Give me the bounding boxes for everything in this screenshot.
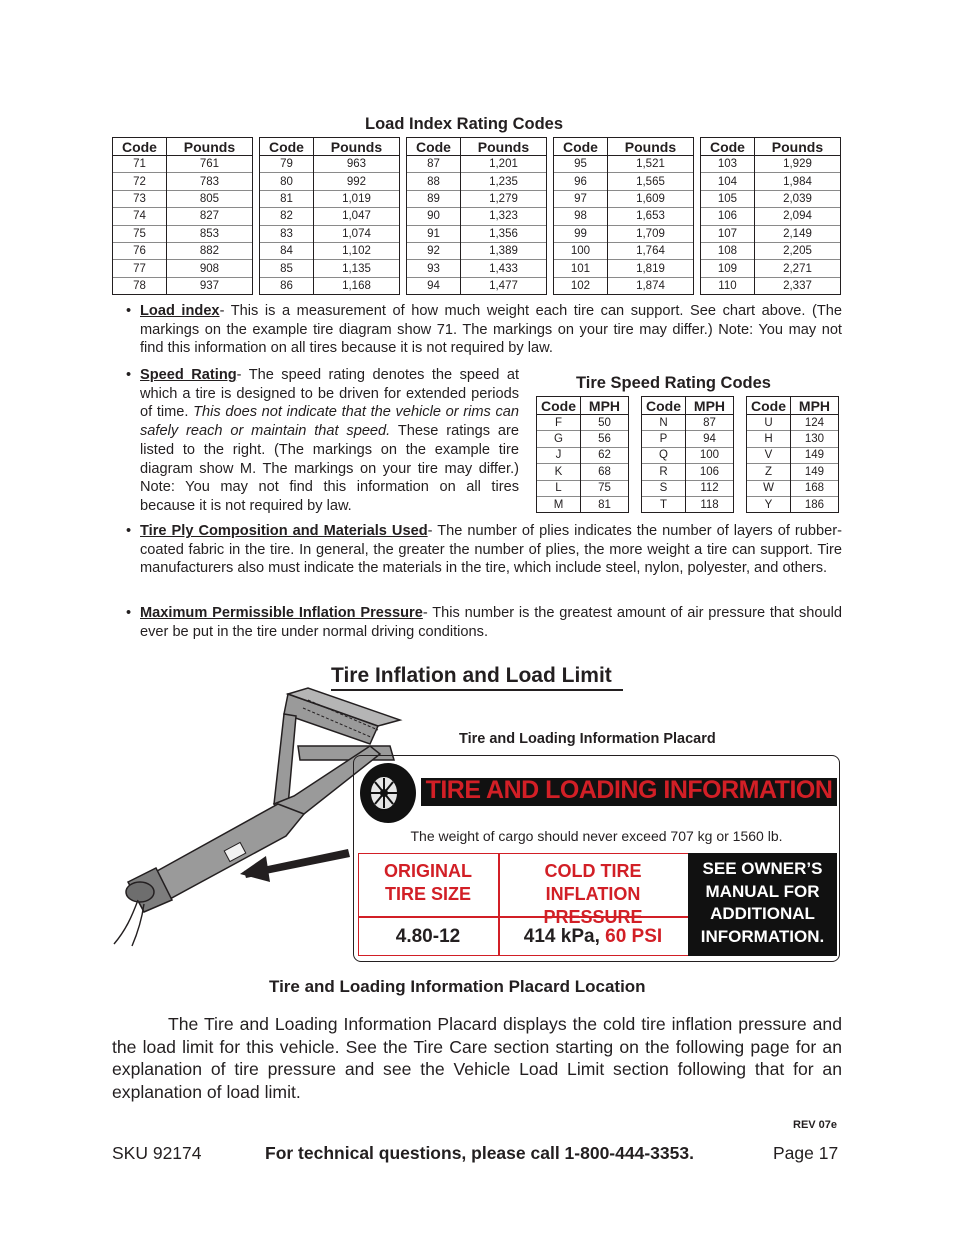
load-index-pounds: 1,653 [607,208,693,225]
load-index-code: 71 [113,156,167,173]
load-index-pounds: 1,521 [607,156,693,173]
load-index-pounds: 1,102 [313,242,399,259]
table-row [537,480,629,496]
table-row [701,156,841,173]
bullet-speed-rating [126,366,520,516]
page-number: Page 17 [773,1143,839,1163]
load-index-code: 110 [701,277,755,294]
speed-code: S [642,480,686,496]
tire-size-value: 4.80-12 [395,926,461,947]
load-index-pounds: 1,235 [460,173,546,190]
load-index-pounds: 783 [166,173,252,190]
speed-mph: 100 [685,447,733,463]
load-index-code: 96 [554,173,608,190]
table-row [260,208,400,225]
table-row [554,277,694,294]
load-index-pounds: 1,074 [313,225,399,242]
load-index-pounds: 2,337 [754,277,840,294]
load-index-code: 77 [113,260,167,277]
table-row [537,431,629,447]
arrow-icon [240,849,350,882]
load-index-title: Load Index Rating Codes [365,115,564,133]
load-index-pounds: 908 [166,260,252,277]
load-index-code: 94 [407,277,461,294]
bullet-text-speed-2: These ratings are listed to the right. (The markings on the example tire diagram show M. The markings on your tire may differ.) Note: You may not find this information on all tires because it is not required by law. [140,423,520,514]
speed-mph: 130 [790,431,838,447]
speed-code: Z [747,464,791,480]
bullet-term-speed: Speed Rating [140,367,237,383]
load-index-code: 83 [260,225,314,242]
speed-mph: 56 [580,431,628,447]
code-header: Code [113,138,167,156]
table-row [260,190,400,207]
pounds-header: Pounds [313,138,399,156]
load-index-code: 80 [260,173,314,190]
load-index-pounds: 853 [166,225,252,242]
section-heading: Tire Inflation and Load Limit [331,664,623,691]
speed-code: T [642,496,686,512]
table-row [701,190,841,207]
speed-code: M [537,496,581,512]
table-row [407,225,547,242]
placard-caption-bottom: Tire and Loading Information Placard Location [269,977,646,996]
load-index-pounds: 2,039 [754,190,840,207]
pounds-header: Pounds [460,138,546,156]
load-index-code: 84 [260,242,314,259]
speed-code: Q [642,447,686,463]
load-index-code: 73 [113,190,167,207]
placard-title: TIRE AND LOADING INFORMATION [425,776,833,804]
table-row [537,464,629,480]
load-index-code: 90 [407,208,461,225]
load-index-code: 104 [701,173,755,190]
body-paragraph: The Tire and Loading Information Placard displays the cold tire inflation pressure and the load limit for this vehicle. See the Tire Care section starting on the following page for an explanation of tire pressure and see the Vehicle Load Limit section following that for an explanation of load limit. [112,1014,842,1102]
table-row [554,190,694,207]
load-index-pounds: 1,709 [607,225,693,242]
load-index-pounds: 937 [166,277,252,294]
speed-rating-table [641,396,734,513]
load-index-table [259,137,400,295]
table-row [260,225,400,242]
speed-code: H [747,431,791,447]
load-index-code: 101 [554,260,608,277]
speed-mph: 149 [790,464,838,480]
bullet-dot: • [126,367,132,383]
load-index-code: 76 [113,242,167,259]
col-cold-tire-inflation-header: COLD TIRE INFLATION PRESSURE [543,861,643,927]
speed-code: J [537,447,581,463]
load-index-code: 107 [701,225,755,242]
load-index-code: 82 [260,208,314,225]
table-row [113,277,253,294]
table-row [407,242,547,259]
table-row [642,496,734,512]
load-index-pounds: 1,565 [607,173,693,190]
table-row [554,260,694,277]
code-header: Code [554,138,608,156]
code-header: Code [701,138,755,156]
load-index-pounds: 827 [166,208,252,225]
table-row [747,431,839,447]
table-row [554,173,694,190]
mph-header: MPH [685,397,733,415]
speed-mph: 75 [580,480,628,496]
bullet-term-load-index: Load index [140,303,220,319]
load-index-code: 75 [113,225,167,242]
load-index-code: 78 [113,277,167,294]
table-row [260,242,400,259]
table-row [113,156,253,173]
speed-rating-title: Tire Speed Rating Codes [576,374,771,392]
table-row [407,156,547,173]
load-index-pounds: 1,389 [460,242,546,259]
speed-code: W [747,480,791,496]
mph-header: MPH [790,397,838,415]
load-index-table [112,137,253,295]
load-index-pounds: 1,201 [460,156,546,173]
load-index-code: 87 [407,156,461,173]
table-row [747,415,839,431]
code-header: Code [747,397,791,415]
speed-mph: 149 [790,447,838,463]
load-index-pounds: 1,477 [460,277,546,294]
bullet-term-inflation: Maximum Permissible Inflation Pressure [140,605,423,621]
table-row [113,190,253,207]
table-row [642,431,734,447]
bullet-max-inflation [126,604,843,641]
bullet-load-index [126,302,843,358]
table-row [407,260,547,277]
load-index-code: 79 [260,156,314,173]
load-index-pounds: 1,929 [754,156,840,173]
bullet-text-ply: - The number of plies indicates the number of layers of rubber-coated fabric in the tire. In general, the greater the number of plies, the more weight a tire can support. Tire manufacturers also must indicate the materials in the tire, which include steel, nylon, polyester, and others. [140,523,842,577]
table-row [407,190,547,207]
load-index-pounds: 1,764 [607,242,693,259]
pounds-header: Pounds [607,138,693,156]
load-index-code: 88 [407,173,461,190]
load-index-code: 86 [260,277,314,294]
bullet-text-load-index: - This is a measurement of how much weight each tire can support. See chart above. (The markings on the example tire diagram show 71. The markings on your tire may differ.) Note: You may not find this information on all tires because it is not required by law. [140,303,843,357]
table-row [554,225,694,242]
speed-mph: 50 [580,415,628,431]
load-index-pounds: 2,149 [754,225,840,242]
placard-caption-top: Tire and Loading Information Placard [459,731,716,747]
code-header: Code [407,138,461,156]
load-index-pounds: 1,135 [313,260,399,277]
speed-rating-table [746,396,839,513]
table-row [260,156,400,173]
load-index-code: 105 [701,190,755,207]
load-index-pounds: 1,168 [313,277,399,294]
speed-code: R [642,464,686,480]
load-index-pounds: 963 [313,156,399,173]
load-index-code: 95 [554,156,608,173]
table-row [642,480,734,496]
inflation-value [502,926,684,948]
table-row [537,447,629,463]
load-index-code: 100 [554,242,608,259]
load-index-code: 74 [113,208,167,225]
speed-code: F [537,415,581,431]
bullet-dot: • [126,605,132,621]
table-row [113,260,253,277]
load-index-pounds: 992 [313,173,399,190]
bullet-text-speed-italic: This does not indicate that the vehicle or rims can safely reach or maintain that speed. [140,404,519,440]
load-index-code: 97 [554,190,608,207]
speed-mph: 118 [685,496,733,512]
load-index-table [406,137,547,295]
load-index-code: 85 [260,260,314,277]
table-row [642,447,734,463]
table-row [701,208,841,225]
load-index-pounds: 1,019 [313,190,399,207]
load-index-pounds: 761 [166,156,252,173]
table-row [537,496,629,512]
placard-grid-vline [498,853,500,956]
load-index-table [700,137,841,295]
load-index-code: 72 [113,173,167,190]
load-index-code: 93 [407,260,461,277]
table-row [701,242,841,259]
bullet-term-ply: Tire Ply Composition and Materials Used [140,523,428,539]
speed-code: P [642,431,686,447]
table-row [113,208,253,225]
sku-label: SKU 92174 [112,1143,202,1163]
speed-code: U [747,415,791,431]
mph-header: MPH [580,397,628,415]
table-row [701,173,841,190]
load-index-code: 103 [701,156,755,173]
load-index-code: 99 [554,225,608,242]
speed-mph: 168 [790,480,838,496]
speed-code: Y [747,496,791,512]
load-index-code: 98 [554,208,608,225]
kpa-value: 414 kPa, [523,926,606,947]
speed-mph: 94 [685,431,733,447]
technical-support-phone: For technical questions, please call 1-800-444-3353. [265,1143,694,1163]
load-index-code: 81 [260,190,314,207]
load-index-pounds: 882 [166,242,252,259]
speed-mph: 87 [685,415,733,431]
speed-code: N [642,415,686,431]
load-index-pounds: 1,047 [313,208,399,225]
speed-code: K [537,464,581,480]
load-index-pounds: 1,323 [460,208,546,225]
speed-code: L [537,480,581,496]
speed-code: V [747,447,791,463]
table-row [260,173,400,190]
bullet-text-speed-1: - The speed rating denotes the speed at which a tire is designed to be driven for extended periods of time. [140,367,519,421]
bullet-dot: • [126,523,132,539]
bullet-ply-composition [126,522,842,578]
table-row [554,208,694,225]
table-row [260,277,400,294]
speed-mph: 106 [685,464,733,480]
tire-icon [356,762,418,824]
load-index-pounds: 2,271 [754,260,840,277]
load-index-pounds: 805 [166,190,252,207]
placard-weight-note: The weight of cargo should never exceed 707 kg or 1560 lb. [410,828,783,844]
table-row [407,173,547,190]
pounds-header: Pounds [166,138,252,156]
load-index-pounds: 1,874 [607,277,693,294]
table-row [747,496,839,512]
load-index-table [553,137,694,295]
load-index-code: 106 [701,208,755,225]
pounds-header: Pounds [754,138,840,156]
load-index-pounds: 1,356 [460,225,546,242]
table-row [407,277,547,294]
table-row [554,156,694,173]
col-original-tire-size-header: ORIGINAL TIRE SIZE [384,861,472,904]
speed-rating-table [536,396,629,513]
load-index-code: 102 [554,277,608,294]
load-index-pounds: 1,433 [460,260,546,277]
load-index-pounds: 1,984 [754,173,840,190]
load-index-code: 108 [701,242,755,259]
table-row [747,480,839,496]
table-row [113,242,253,259]
table-row [260,260,400,277]
load-index-pounds: 2,205 [754,242,840,259]
col-see-owners-manual: SEE OWNER’S MANUAL FOR ADDITIONAL INFORMATION. [700,859,825,946]
load-index-pounds: 1,609 [607,190,693,207]
bullet-text-inflation: - This number is the greatest amount of air pressure that should ever be put in the tire under normal driving conditions. [140,605,843,640]
table-row [407,208,547,225]
table-row [113,225,253,242]
code-header: Code [537,397,581,415]
speed-code: G [537,431,581,447]
table-row [701,277,841,294]
table-row [747,447,839,463]
table-row [554,242,694,259]
speed-mph: 112 [685,480,733,496]
load-index-pounds: 1,279 [460,190,546,207]
table-row [537,415,629,431]
load-index-code: 109 [701,260,755,277]
bullet-dot: • [126,303,132,319]
speed-mph: 68 [580,464,628,480]
table-row [701,225,841,242]
code-header: Code [260,138,314,156]
code-header: Code [642,397,686,415]
table-row [642,415,734,431]
table-row [701,260,841,277]
speed-mph: 81 [580,496,628,512]
load-index-code: 92 [407,242,461,259]
table-row [113,173,253,190]
revision-label: REV 07e [793,1119,838,1131]
table-row [747,464,839,480]
load-index-code: 91 [407,225,461,242]
table-row [642,464,734,480]
psi-value: 60 PSI [605,926,663,947]
load-index-code: 89 [407,190,461,207]
load-index-pounds: 2,094 [754,208,840,225]
speed-mph: 62 [580,447,628,463]
load-index-pounds: 1,819 [607,260,693,277]
speed-mph: 186 [790,496,838,512]
speed-mph: 124 [790,415,838,431]
